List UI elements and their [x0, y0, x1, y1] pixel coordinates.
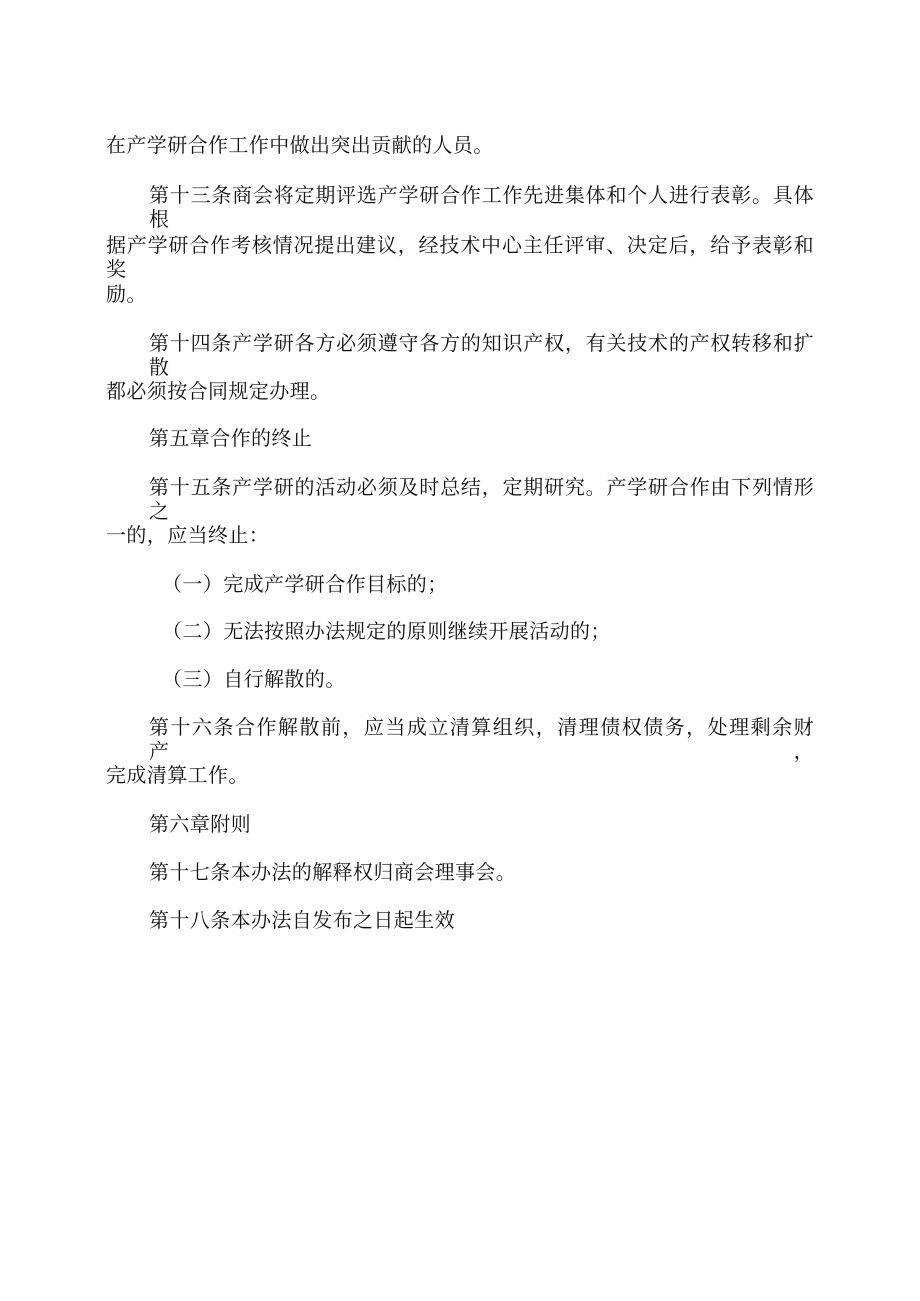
article-18: 第十八条本办法自发布之日起生效 — [149, 908, 455, 932]
article-15-line-1: 第十五条产学研的活动必须及时总结，定期研究。产学研合作由下列情形之 — [149, 475, 814, 523]
article-14-line-1: 第十四条产学研各方必须遵守各方的知识产权，有关技术的产权转移和扩散 — [149, 331, 814, 379]
chapter-5-heading: 第五章合作的终止 — [149, 426, 313, 450]
chapter-6-heading: 第六章附则 — [149, 812, 251, 836]
article-16-line-1: 第十六条合作解散前，应当成立清算组织，清理债权债务，处理剩余财产， — [149, 715, 814, 763]
text-line: 在产学研合作工作中做出突出贡献的人员。 — [106, 133, 494, 157]
list-item-1: （一）完成产学研合作目标的； — [162, 572, 448, 596]
article-17: 第十七条本办法的解释权归商会理事会。 — [149, 860, 517, 884]
article-13-line-3: 励。 — [106, 282, 147, 306]
article-15-line-2: 一的，应当终止： — [106, 523, 270, 547]
list-item-2: （二）无法按照办法规定的原则继续开展活动的； — [162, 619, 611, 643]
article-16-line-2: 完成清算工作。 — [106, 763, 249, 787]
article-14-line-2: 都必须按合同规定办理。 — [106, 379, 331, 403]
article-13-line-2: 据产学研合作考核情况提出建议，经技术中心主任评审、决定后，给予表彰和奖 — [106, 233, 814, 281]
article-13-line-1: 第十三条商会将定期评选产学研合作工作先进集体和个人进行表彰。具体根 — [149, 183, 814, 231]
list-item-3: （三）自行解散的。 — [162, 667, 346, 691]
